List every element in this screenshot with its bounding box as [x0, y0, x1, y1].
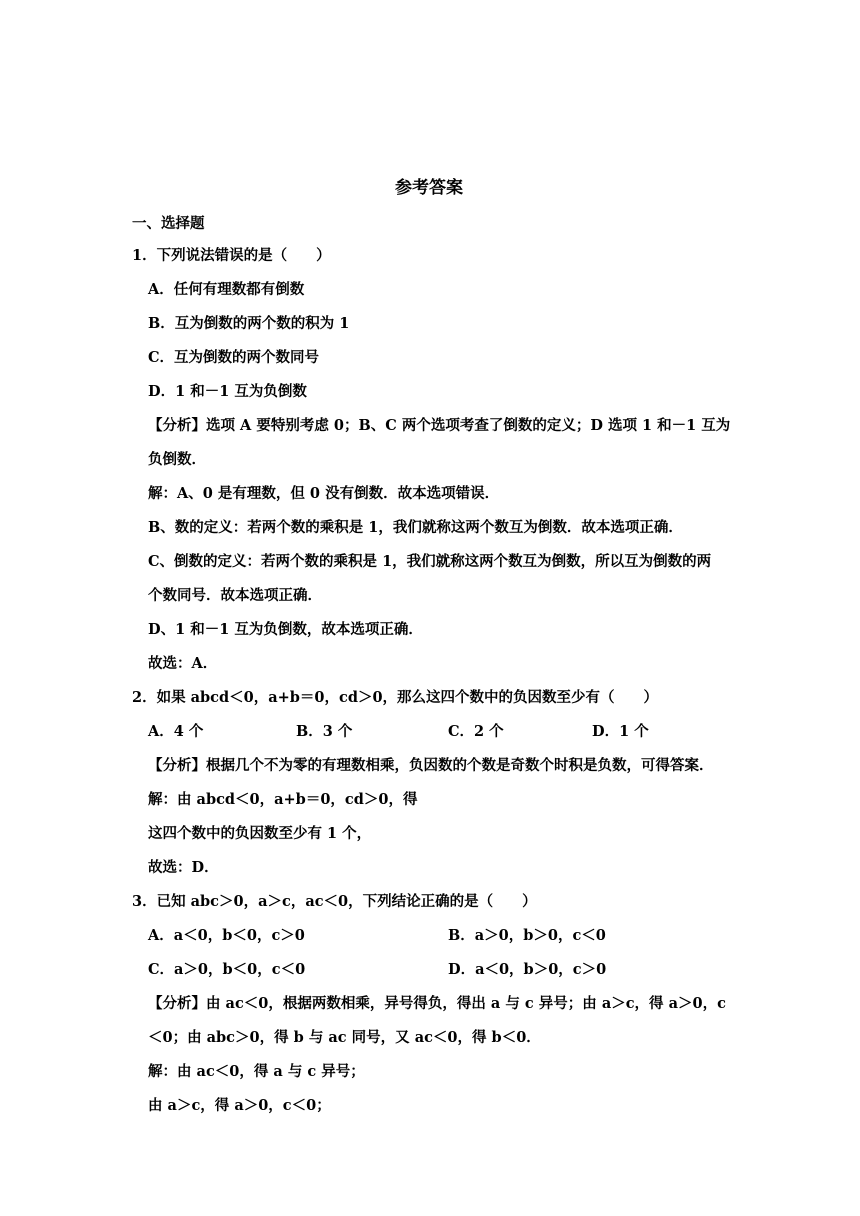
q3-solution-line-2: 由 a＞c，得 a＞0，c＜0；	[148, 1097, 331, 1114]
q1-stem: 1．下列说法错误的是（ ）	[132, 247, 331, 264]
q1-analysis-line-2: 负倒数．	[148, 451, 206, 468]
q3-option-a: A．a＜0，b＜0，c＞0	[148, 927, 305, 944]
q2-answer: 故选：D．	[148, 859, 219, 876]
q2-option-d: D．1 个	[592, 723, 649, 740]
q1-option-c: C．互为倒数的两个数同号	[148, 349, 320, 366]
q3-analysis-line-1: 【分析】由 ac＜0，根据两数相乘，异号得负，得出 a 与 c 异号；由 a＞c，得 a＞0，c	[148, 995, 726, 1012]
q3-option-b: B．a＞0，b＞0，c＜0	[448, 927, 606, 944]
q3-option-d: D．a＜0，b＞0，c＞0	[448, 961, 607, 978]
q2-option-c: C．2 个	[448, 723, 504, 740]
section-heading: 一、选择题	[132, 215, 205, 232]
q1-option-b: B．互为倒数的两个数的积为 1	[148, 315, 350, 332]
q2-analysis: 【分析】根据几个不为零的有理数相乘，负因数的个数是奇数个时积是负数，可得答案．	[148, 757, 714, 774]
q3-stem: 3．已知 abc＞0，a＞c，ac＜0，下列结论正确的是（ ）	[132, 893, 537, 910]
q1-answer: 故选：A．	[148, 655, 218, 672]
q1-option-d: D．1 和－1 互为负倒数	[148, 383, 307, 400]
q3-solution-line-1: 解：由 ac＜0，得 a 与 c 异号；	[148, 1063, 365, 1080]
q3-option-c: C．a＞0，b＜0，c＜0	[148, 961, 306, 978]
q1-solution-line-4: 个数同号．故本选项正确．	[148, 587, 322, 604]
q2-solution-line-1: 解：由 abcd＜0，a+b＝0，cd＞0，得	[148, 791, 418, 808]
q2-option-b: B．3 个	[296, 723, 353, 740]
q3-analysis-line-2: ＜0；由 abc＞0，得 b 与 ac 同号，又 ac＜0，得 b＜0．	[148, 1029, 541, 1046]
q1-option-a: A．任何有理数都有倒数	[148, 281, 305, 298]
q2-stem: 2．如果 abcd＜0，a+b＝0，cd＞0，那么这四个数中的负因数至少有（ ）	[132, 689, 659, 706]
q1-solution-line-2: B、数的定义：若两个数的乘积是 1，我们就称这两个数互为倒数．故本选项正确．	[148, 519, 683, 536]
q1-solution-line-5: D、1 和－1 互为负倒数，故本选项正确．	[148, 621, 423, 638]
page-title: 参考答案	[395, 178, 463, 198]
q2-option-a: A．4 个	[148, 723, 204, 740]
q1-analysis-line-1: 【分析】选项 A 要特别考虑 0；B、C 两个选项考查了倒数的定义；D 选项 1 和－1 互为	[148, 417, 731, 434]
q1-solution-line-1: 解：A、0 是有理数，但 0 没有倒数．故本选项错误．	[148, 485, 500, 502]
q1-solution-line-3: C、倒数的定义：若两个数的乘积是 1，我们就称这两个数互为倒数，所以互为倒数的两	[148, 553, 712, 570]
q2-solution-line-2: 这四个数中的负因数至少有 1 个，	[148, 825, 372, 842]
